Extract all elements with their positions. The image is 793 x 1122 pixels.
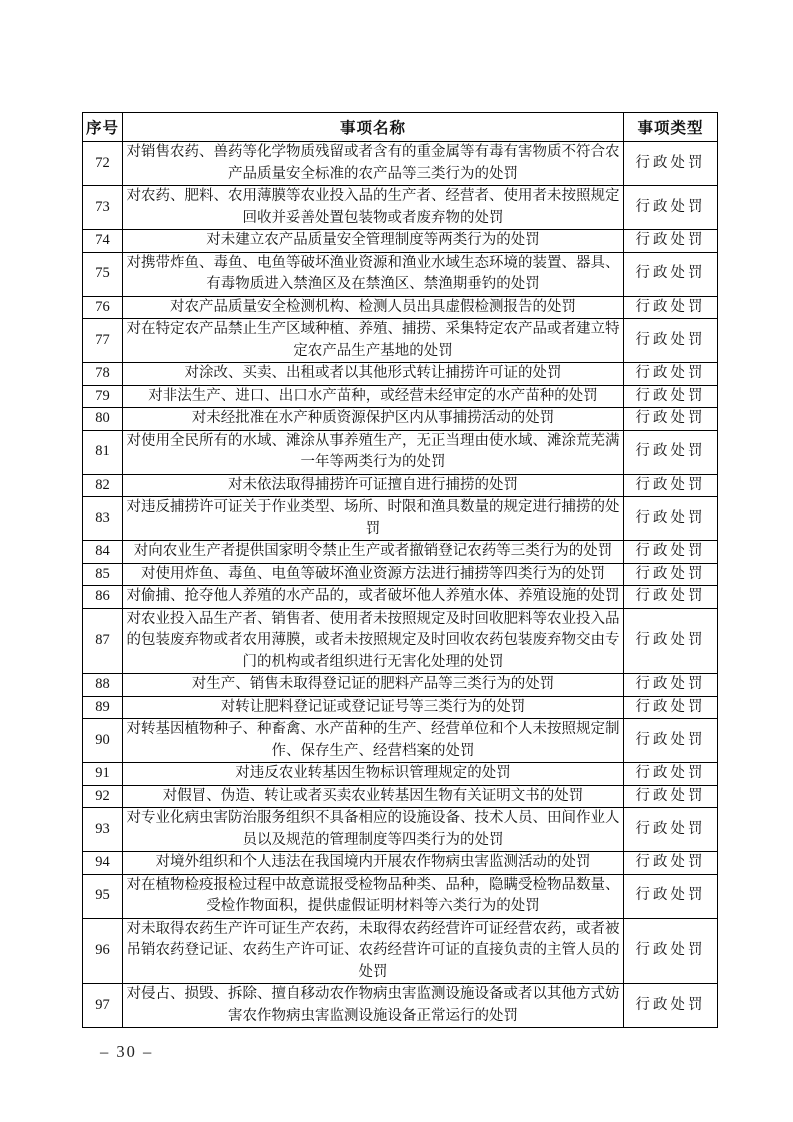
row-item-type: 行政处罚	[624, 763, 718, 786]
row-number: 95	[83, 874, 123, 918]
table-row	[83, 385, 718, 408]
row-number: 75	[83, 252, 123, 296]
row-item-type: 行政处罚	[624, 696, 718, 719]
table-row	[83, 918, 718, 984]
row-item-name: 对假冒、伪造、转让或者买卖农业转基因生物有关证明文书的处罚	[123, 785, 624, 808]
row-number: 93	[83, 808, 123, 852]
row-item-name: 对在植物检疫报检过程中故意谎报受检物品种类、品种，隐瞒受检物品数量、受检作物面积，提供虚假证明材料等六类行为的处罚	[123, 874, 624, 918]
row-item-type: 行政处罚	[624, 808, 718, 852]
row-item-name: 对未依法取得捕捞许可证擅自进行捕捞的处罚	[123, 474, 624, 497]
row-item-name: 对未建立农产品质量安全管理制度等两类行为的处罚	[123, 230, 624, 253]
table-row	[83, 984, 718, 1028]
row-item-type: 行政处罚	[624, 385, 718, 408]
table-row	[83, 408, 718, 431]
row-number: 84	[83, 541, 123, 564]
table-row	[83, 541, 718, 564]
row-item-name: 对生产、销售未取得登记证的肥料产品等三类行为的处罚	[123, 674, 624, 697]
row-number: 88	[83, 674, 123, 697]
header-cell-type: 事项类型	[624, 113, 718, 142]
table-row	[83, 608, 718, 674]
row-number: 86	[83, 586, 123, 609]
header-cell-no: 序号	[83, 113, 123, 142]
row-item-name: 对转基因植物种子、种畜禽、水产苗种的生产、经营单位和个人未按照规定制作、保存生产、经营档案的处罚	[123, 719, 624, 763]
table-row	[83, 852, 718, 875]
row-item-name: 对农药、肥料、农用薄膜等农业投入品的生产者、经营者、使用者未按照规定回收并妥善处置包装物或者废弃物的处罚	[123, 186, 624, 230]
row-number: 77	[83, 319, 123, 363]
row-number: 78	[83, 363, 123, 386]
row-item-type: 行政处罚	[624, 563, 718, 586]
row-item-type: 行政处罚	[624, 142, 718, 186]
row-number: 92	[83, 785, 123, 808]
row-item-type: 行政处罚	[624, 586, 718, 609]
table-row	[83, 719, 718, 763]
row-number: 74	[83, 230, 123, 253]
row-item-name: 对使用全民所有的水域、滩涂从事养殖生产，无正当理由使水域、滩涂荒芜满一年等两类行为的处罚	[123, 430, 624, 474]
row-item-name: 对农产品质量安全检测机构、检测人员出具虚假检测报告的处罚	[123, 296, 624, 319]
items-table	[82, 112, 718, 1028]
row-item-type: 行政处罚	[624, 541, 718, 564]
table-row	[83, 252, 718, 296]
row-item-name: 对涂改、买卖、出租或者以其他形式转让捕捞许可证的处罚	[123, 363, 624, 386]
row-item-type: 行政处罚	[624, 252, 718, 296]
row-item-type: 行政处罚	[624, 674, 718, 697]
row-number: 96	[83, 918, 123, 984]
table-row	[83, 874, 718, 918]
row-item-type: 行政处罚	[624, 408, 718, 431]
row-number: 79	[83, 385, 123, 408]
row-item-name: 对未取得农药生产许可证生产农药，未取得农药经营许可证经营农药，或者被吊销农药登记证、农药生产许可证、农药经营许可证的直接负责的主管人员的处罚	[123, 918, 624, 984]
row-item-name: 对农业投入品生产者、销售者、使用者未按照规定及时回收肥料等农业投入品的包装废弃物或者农用薄膜，或者未按照规定及时回收农药包装废弃物交由专门的机构或者组织进行无害化处理的处罚	[123, 608, 624, 674]
row-item-type: 行政处罚	[624, 363, 718, 386]
row-item-type: 行政处罚	[624, 230, 718, 253]
table-row	[83, 296, 718, 319]
page-number: – 30 –	[100, 1042, 154, 1061]
row-number: 97	[83, 984, 123, 1028]
row-number: 91	[83, 763, 123, 786]
row-item-type: 行政处罚	[624, 874, 718, 918]
table-row	[83, 363, 718, 386]
row-number: 81	[83, 430, 123, 474]
header-cell-name: 事项名称	[123, 113, 624, 142]
table-row	[83, 186, 718, 230]
row-item-type: 行政处罚	[624, 719, 718, 763]
table-header	[83, 113, 718, 142]
row-item-type: 行政处罚	[624, 785, 718, 808]
row-number: 73	[83, 186, 123, 230]
row-item-name: 对违反农业转基因生物标识管理规定的处罚	[123, 763, 624, 786]
row-item-name: 对携带炸鱼、毒鱼、电鱼等破坏渔业资源和渔业水域生态环境的装置、器具、有毒物质进入禁渔区及在禁渔区、禁渔期垂钓的处罚	[123, 252, 624, 296]
row-number: 85	[83, 563, 123, 586]
row-number: 80	[83, 408, 123, 431]
table-row	[83, 586, 718, 609]
row-number: 83	[83, 497, 123, 541]
row-item-name: 对在特定农产品禁止生产区域种植、养殖、捕捞、采集特定农产品或者建立特定农产品生产基地的处罚	[123, 319, 624, 363]
row-item-name: 对非法生产、进口、出口水产苗种，或经营未经审定的水产苗种的处罚	[123, 385, 624, 408]
row-item-name: 对销售农药、兽药等化学物质残留或者含有的重金属等有毒有害物质不符合农产品质量安全标准的农产品等三类行为的处罚	[123, 142, 624, 186]
row-item-type: 行政处罚	[624, 430, 718, 474]
row-item-type: 行政处罚	[624, 474, 718, 497]
row-number: 82	[83, 474, 123, 497]
row-item-name: 对使用炸鱼、毒鱼、电鱼等破坏渔业资源方法进行捕捞等四类行为的处罚	[123, 563, 624, 586]
table-row	[83, 696, 718, 719]
row-number: 89	[83, 696, 123, 719]
table-row	[83, 230, 718, 253]
row-item-name: 对向农业生产者提供国家明令禁止生产或者撤销登记农药等三类行为的处罚	[123, 541, 624, 564]
row-number: 76	[83, 296, 123, 319]
row-number: 90	[83, 719, 123, 763]
row-item-name: 对境外组织和个人违法在我国境内开展农作物病虫害监测活动的处罚	[123, 852, 624, 875]
row-number: 87	[83, 608, 123, 674]
row-item-type: 行政处罚	[624, 296, 718, 319]
row-item-name: 对专业化病虫害防治服务组织不具备相应的设施设备、技术人员、田间作业人员以及规范的管理制度等四类行为的处罚	[123, 808, 624, 852]
table-row	[83, 319, 718, 363]
table-row	[83, 563, 718, 586]
table-row	[83, 674, 718, 697]
row-item-name: 对未经批准在水产种质资源保护区内从事捕捞活动的处罚	[123, 408, 624, 431]
row-item-name: 对偷捕、抢夺他人养殖的水产品的，或者破坏他人养殖水体、养殖设施的处罚	[123, 586, 624, 609]
table-row	[83, 474, 718, 497]
row-number: 94	[83, 852, 123, 875]
row-item-type: 行政处罚	[624, 319, 718, 363]
table-row	[83, 430, 718, 474]
row-item-type: 行政处罚	[624, 984, 718, 1028]
row-number: 72	[83, 142, 123, 186]
table-row	[83, 142, 718, 186]
row-item-type: 行政处罚	[624, 852, 718, 875]
row-item-type: 行政处罚	[624, 918, 718, 984]
row-item-name: 对转让肥料登记证或登记证号等三类行为的处罚	[123, 696, 624, 719]
table-row	[83, 763, 718, 786]
header-row	[83, 113, 718, 142]
row-item-name: 对违反捕捞许可证关于作业类型、场所、时限和渔具数量的规定进行捕捞的处罚	[123, 497, 624, 541]
table-row	[83, 497, 718, 541]
row-item-type: 行政处罚	[624, 186, 718, 230]
row-item-name: 对侵占、损毁、拆除、擅自移动农作物病虫害监测设施设备或者以其他方式妨害农作物病虫害监测设施设备正常运行的处罚	[123, 984, 624, 1028]
table-row	[83, 785, 718, 808]
table-row	[83, 808, 718, 852]
row-item-type: 行政处罚	[624, 497, 718, 541]
table-body	[83, 142, 718, 1028]
row-item-type: 行政处罚	[624, 608, 718, 674]
